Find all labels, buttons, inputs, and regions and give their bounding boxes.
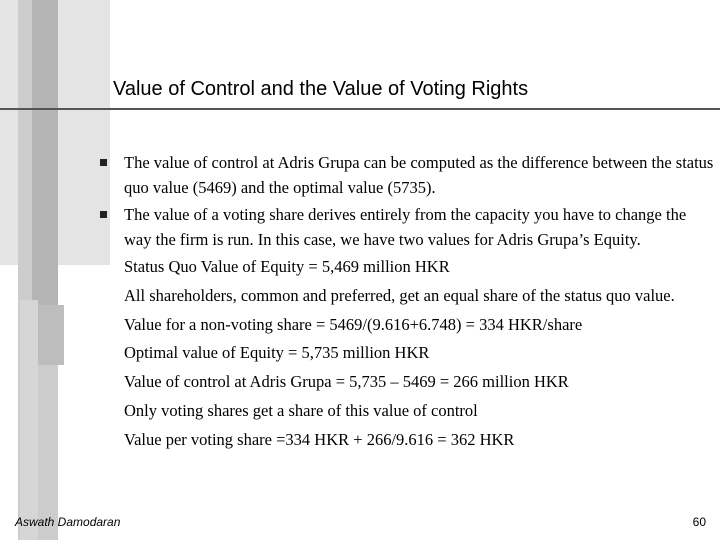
bullet-text: The value of a voting share derives entirely from the capacity you have to change the way the firm is run. In this case, we have two values for Adris Grupa’s Equity. [124, 205, 687, 249]
decorative-bar-front [32, 0, 58, 305]
decorative-bar-lower [36, 305, 64, 365]
body-line: Optimal value of Equity = 5,735 million HKR [124, 343, 430, 363]
title-divider [0, 108, 720, 110]
body-line: Only voting shares get a share of this value of control [124, 400, 478, 420]
bullet-text: The value of control at Adris Grupa can be computed as the difference between the status quo value (5469) and the optimal value (5735). [124, 153, 714, 197]
bullet-item [124, 202, 714, 252]
body-line: Status Quo Value of Equity = 5,469 million HKR [124, 257, 450, 276]
body-line: Value of control at Adris Grupa = 5,735 – 5469 = 266 million HKR [124, 372, 569, 392]
slide-title: Value of Control and the Value of Voting Rights [113, 78, 529, 100]
square-bullet-icon [100, 159, 107, 166]
body-line: Value per voting share =334 HKR + 266/9.616 = 362 HKR [124, 429, 515, 449]
body-line: All shareholders, common and preferred, get an equal share of the status quo value. [124, 285, 675, 305]
slide-body [124, 150, 714, 456]
square-bullet-icon [100, 211, 107, 218]
body-line: Value for a non-voting share = 5469/(9.616+6.748) = 334 HKR/share [124, 314, 583, 334]
page-number: 60 [692, 515, 706, 529]
decorative-bar-thin [20, 300, 38, 540]
bullet-item [124, 150, 714, 200]
footer-author: Aswath Damodaran [15, 515, 121, 529]
